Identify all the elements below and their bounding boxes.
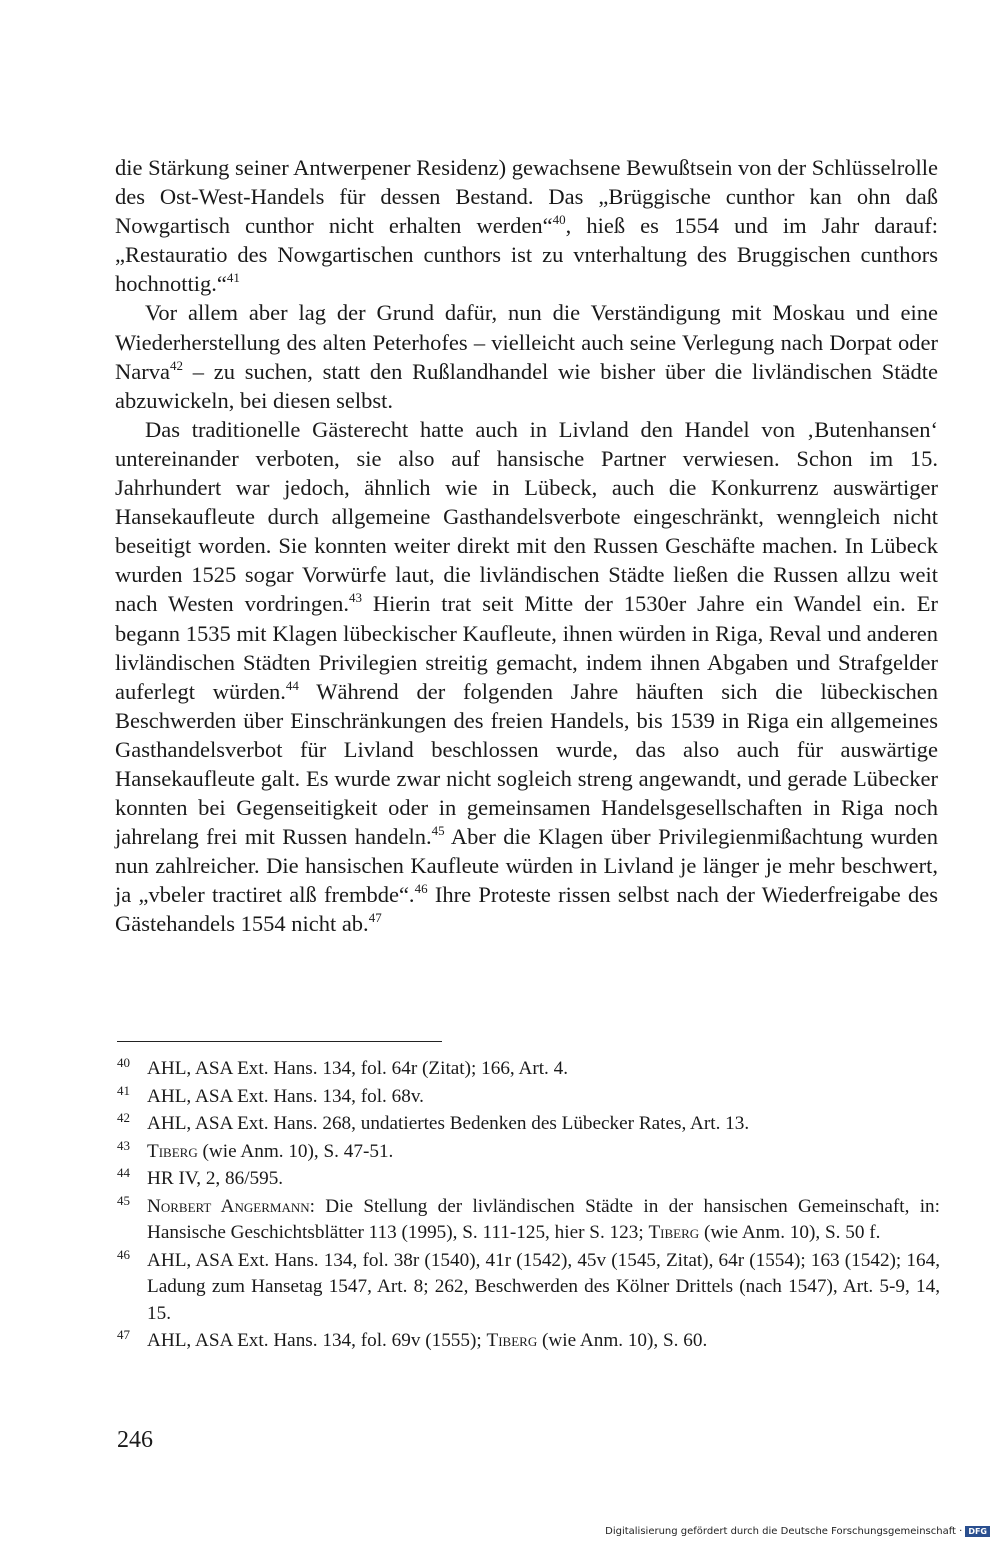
paragraph: Vor allem aber lag der Grund dafür, nun die Verständigung mit Moskau und eine Wiederherstellung des alten Peterhofes – vielleicht auch seine Verlegung nach Dorpat oder Narva$^{42}$ – zu suchen, statt den Rußlandhandel wie bisher über die livländischen Städte abzuwickeln, bei diesen selbst. — [115, 300, 938, 413]
main-text — [115, 153, 938, 939]
footnote: 44 HR IV, 2, 86/595. — [117, 1166, 940, 1193]
footnote-number: 43 — [117, 1137, 130, 1153]
footnote-ref[interactable]: 42 — [169, 357, 183, 373]
footnote: 46 AHL, ASA Ext. Hans. 134, fol. 38r (1540), 41r (1542), 45v (1545, Zitat), 64r (1554); 163 (1542); 164, Ladung zum Hansetag 1547, Art. 8; 262, Beschwerden des Kölner Drittels (nach 1547), Art. 5-9, 14, 15. — [117, 1248, 940, 1328]
footnote: 40 AHL, ASA Ext. Hans. 134, fol. 64r (Zitat); 166, Art. 4. — [117, 1056, 940, 1083]
credit-text: Digitalisierung gefördert durch die Deutsche Forschungsgemeinschaft · — [605, 1526, 963, 1537]
footnote-number: 46 — [117, 1246, 130, 1262]
footnote: 47 AHL, ASA Ext. Hans. 134, fol. 69v (1555); Tiberg (wie Anm. 10), S. 60. — [117, 1328, 940, 1355]
footnote-number: 41 — [117, 1082, 130, 1098]
footnote-ref[interactable]: 41 — [226, 270, 240, 286]
dfg-logo-icon: DFG — [965, 1526, 990, 1537]
footnote: 45 Norbert Angermann: Die Stellung der livländischen Städte in der hansischen Gemeinschaft, in: Hansische Geschichtsblätter 113 (1995), S. 111-125, hier S. 123; Tiberg (wie Anm. 10), S. 50 f. — [117, 1194, 940, 1247]
footnote-ref[interactable]: 46 — [414, 881, 428, 897]
footnote-ref[interactable]: 40 — [552, 212, 566, 228]
footnote-ref[interactable]: 44 — [285, 677, 299, 693]
footnote: 41 AHL, ASA Ext. Hans. 134, fol. 68v. — [117, 1084, 940, 1111]
footnote-number: 44 — [117, 1165, 130, 1180]
footnote-ref[interactable]: 47 — [368, 910, 382, 926]
paragraph: die Stärkung seiner Antwerpener Residenz) gewachsene Bewußtsein von der Schlüsselrolle des Ost-West-Handels für dessen Bestand. Das „Brüggische cunthor kan ohn daß Nowgartisch cunthor nicht erhalten werden“$^{40}$, hieß es 1554 und im Jahr darauf: „Restauratio des Nowgartischen cunthors ist zu vnterhaltung des Bruggischen cunthors hochnottig.“$^{41}$ — [115, 155, 938, 297]
footnote-ref[interactable]: 43 — [348, 590, 362, 606]
footnotes — [117, 1056, 940, 1356]
funding-credit — [605, 1526, 990, 1537]
footnote-divider — [117, 1041, 442, 1042]
page-number: 246 — [117, 1427, 153, 1453]
footnote: 42 AHL, ASA Ext. Hans. 268, undatiertes Bedenken des Lübecker Rates, Art. 13. — [117, 1111, 940, 1138]
footnote: 43 Tiberg (wie Anm. 10), S. 47-51. — [117, 1139, 940, 1166]
footnote-number: 45 — [117, 1192, 130, 1208]
paragraph: Das traditionelle Gästerecht hatte auch in Livland den Handel von ‚Butenhansen‘ untereinander verboten, sie also auf hansische Partner verwiesen. Schon im 15. Jahrhundert war jedoch, ähnlich wie in Lübeck, auch die Konkurrenz auswärtiger Hansekaufleute durch allgemeine Gasthandelsverbote eingeschränkt, wenngleich nicht beseitigt worden. Sie konnten weiter direkt mit den Russen Geschäfte machen. In Lübeck wurden 1525 sogar Vorwürfe laut, die livländischen Städte ließen die Russen allzu weit nach Westen vordringen.$^{43}$ Hierin trat seit Mitte der 1530er Jahre ein Wandel ein. Er begann 1535 mit Klagen lübeckischer Kaufleute, ihnen würden in Riga, Reval und anderen livländischen Städten Privilegien streitig gemacht, indem ihnen Abgaben und Strafgelder auferlegt würden.$^{44}$ Während der folgenden Jahre häuften sich die lübeckischen Beschwerden über Einschränkungen des freien Handels, bis 1539 in Riga ein allgemeines Gasthandelsverbot für Livland beschlossen wurde, das also auch für auswärtige Hansekaufleute galt. Es wurde zwar nicht sogleich streng angewandt, und gerade Lübecker konnten bei Gegenseitigkeit oder in gemeinsamen Handelsgesellschaften in Riga noch jahrelang frei mit Russen handeln.$^{45}$ Aber die Klagen über Privilegienmißachtung wurden nun zahlreicher. Die hansischen Kaufleute würden in Livland je länger je mehr beschwert, ja „vbeler tractiret alß frembde“.$^{46}$ Ihre Proteste rissen selbst nach der Wiederfreigabe des Gästehandels 1554 nicht ab.$^{47}$ — [115, 416, 939, 937]
footnote-number: 42 — [117, 1110, 130, 1125]
footnote-ref[interactable]: 45 — [431, 823, 445, 839]
footnote-number: 40 — [117, 1055, 130, 1070]
footnote-number: 47 — [117, 1327, 130, 1342]
